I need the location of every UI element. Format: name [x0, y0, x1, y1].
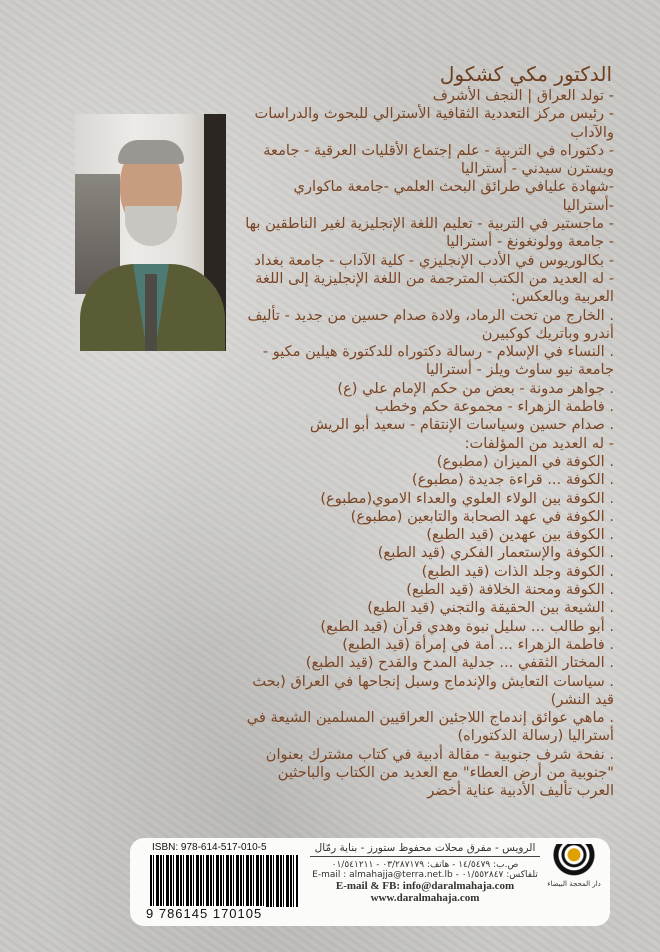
publisher-logo — [544, 844, 604, 916]
bio-item: . الكوفة وجلد الذات (قيد الطبع) — [421, 562, 614, 580]
bio-item: . صدام حسين وسياسات الإنتقام - سعيد أبو الريش — [309, 416, 614, 434]
bio-item: . فاطمة الزهراء - مجموعة حكم وخطب — [374, 398, 614, 416]
bio-item: . الشيعة بين الحقيقة والتجني (قيد الطبع) — [367, 599, 614, 617]
bio-item: . النساء في الإسلام - رسالة دكتوراه للدكتورة هيلين مكيو - جامعة نيو ساوث ويلز - أستراليا — [262, 343, 614, 379]
isbn-label: ISBN: 978-614-517-010-5 — [152, 842, 267, 853]
barcode-number: 9 786145 170105 — [146, 906, 263, 921]
bio-item: . ماهي عوائق إندماج اللاجئين العراقيين المسلمين الشيعة في أستراليا (رسالة الدكتوراه) — [246, 709, 614, 745]
bio-item: . الكوفة بين عهدين (قيد الطبع) — [426, 526, 614, 544]
bio-item: . الكوفة والإستعمار الفكري (قيد الطبع) — [377, 544, 614, 562]
bio-item: - دكتوراه في التربية - علم إجتماع الأقليات العرقية - جامعة ويسترن سيدني - أستراليا — [263, 141, 614, 178]
bio-item: . الكوفة في عهد الصحابة والتابعين (مطبوع) — [350, 507, 614, 525]
barcode — [150, 855, 298, 907]
bio-item: - بكالوريوس في الأدب الإنجليزي - كلية الآداب - جامعة بغداد — [254, 251, 614, 269]
bio-item: . فاطمة الزهراء ... أمة في إمرأة (قيد الطبع) — [342, 635, 614, 653]
publisher-website: www.daralmahaja.com — [370, 892, 480, 904]
bio-item: . الخارج من تحت الرماد، ولادة صدام حسين من جديد - تأليف أندرو وباتريك كوكبيرن — [247, 306, 614, 342]
bio-item: . سياسات التعايش والإندماج وسبل إنجاحها في العراق (بحث قيد النشر) — [252, 672, 614, 708]
publisher-info-box — [130, 838, 610, 926]
bio-item: - ماجستير في التربية - تعليم اللغة الإنجليزية لغير الناطقين بها - جامعة وولونغونغ - أستراليا — [245, 215, 614, 251]
bio-item: . الكوفة ومحنة الخلافة (قيد الطبع) — [406, 581, 614, 599]
author-bio — [238, 87, 614, 801]
publisher-phones: ص.ب: ١٤/٥٤٧٩ - هاتف: ٠٣/٢٨٧١٧٩ - ٠١/٥٤١٢١١ — [331, 860, 519, 870]
publisher-email-fb: E-mail & FB: info@daralmahaja.com — [335, 880, 515, 892]
bio-item: . جواهر مدونة - بعض من حكم الإمام علي (ع) — [337, 379, 614, 397]
bio-item: - له العديد من الكتب المترجمة من اللغة الإنجليزية إلى اللغة العربية وبالعكس: — [255, 269, 614, 306]
publisher-logo-text: دار المحجة البيضاء — [547, 880, 601, 888]
publisher-fax-email: تلفاكس: ٠١/٥٥٢٨٤٧ - E-mail : almahajja@terra.net.lb — [312, 870, 538, 880]
bio-item: -شهادة عليافي طرائق البحث العلمي -جامعة ماكواري -أستراليا — [293, 178, 614, 214]
publisher-address: الرويس - مفرق محلات محفوظ ستورز - بناية رمّال — [310, 842, 540, 857]
bio-item: . المختار الثقفي ... جدلية المدح والقدح (قيد الطبع) — [305, 654, 614, 672]
author-photo — [75, 114, 226, 351]
bio-item: . الكوفة ... قراءة جديدة (مطبوع) — [411, 471, 614, 489]
bio-item: . الكوفة بين الولاء العلوي والعداء الاموي(مطبوع) — [320, 489, 614, 507]
publisher-contact — [310, 842, 540, 904]
bio-item: . نفحة شرف جنوبية - مقالة أدبية في كتاب مشترك بعنوان "جنوبية من أرض العطاء" مع العديد من الكتاب والباحثين العرب تأليف الأدبية عناية أخضر — [265, 745, 614, 800]
bio-item: . أبو طالب ... سليل نبوة وهدي قرآن (قيد الطبع) — [320, 617, 614, 635]
bio-item: - رئيس مركز التعددية الثقافية الأسترالي للبحوث والدراسات والآداب — [254, 105, 614, 141]
bio-item: . الكوفة في الميزان (مطبوع) — [436, 452, 614, 470]
book-emblem-icon — [551, 844, 597, 880]
bio-item: - له العديد من المؤلفات: — [464, 434, 614, 452]
bio-item: - تولد العراق | النجف الأشرف — [432, 87, 614, 104]
author-title: الدكتور مكي كشكول — [439, 62, 612, 86]
